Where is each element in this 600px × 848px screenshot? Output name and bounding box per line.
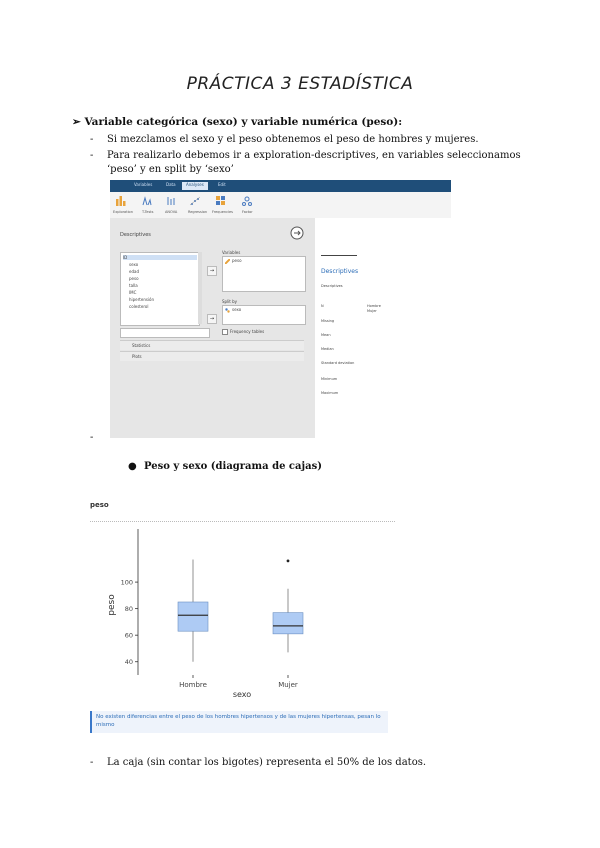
- panel-title: Descriptives: [120, 232, 151, 238]
- split-label: Split by: [222, 299, 238, 304]
- dash-marker: -: [90, 757, 94, 768]
- ribbon-label: T-Tests: [142, 210, 154, 214]
- embedded-screenshot: [110, 180, 451, 438]
- bullet-text: La caja (sin contar los bigotes) representa el 50% de los datos.: [107, 757, 427, 768]
- dot-marker: ●: [128, 461, 137, 472]
- list-item[interactable]: hipertensión: [129, 297, 155, 302]
- tab-edit[interactable]: Edit: [218, 182, 226, 187]
- checkbox[interactable]: [222, 329, 228, 335]
- list-item[interactable]: ID: [123, 255, 197, 260]
- app-toolbar: [110, 180, 451, 192]
- x-tick-label: Hombre: [179, 681, 207, 689]
- y-tick-label: 100: [120, 578, 133, 587]
- plot-divider: [90, 521, 395, 522]
- split-variable[interactable]: sexo: [232, 307, 242, 312]
- output-subtitle: Descriptives: [321, 284, 343, 288]
- dash-marker: -: [90, 134, 94, 145]
- y-tick-label: 40: [124, 658, 133, 667]
- ribbon-label: ANOVA: [165, 210, 178, 214]
- anova-icon[interactable]: [166, 196, 176, 206]
- statistics-section[interactable]: [120, 340, 304, 350]
- factor-icon[interactable]: [242, 196, 252, 206]
- options-panel: [110, 218, 315, 438]
- list-item[interactable]: edad: [129, 269, 139, 274]
- box-mujer: [273, 613, 303, 634]
- ribbon-label: Frequencies: [212, 210, 233, 214]
- output-row-label: Standard deviation: [321, 361, 355, 365]
- bullet-text: Para realizarlo debemos ir a exploration-descriptives, en variables seleccionamos ‘peso’ y en split by ‘sexo’: [107, 150, 521, 175]
- options-summary: [321, 222, 361, 258]
- regression-icon[interactable]: [190, 196, 200, 206]
- x-tick-label: Mujer: [278, 681, 298, 689]
- y-tick-label: 80: [124, 605, 133, 614]
- move-to-split-button[interactable]: →: [207, 314, 217, 324]
- output-group-label: Mujer: [367, 309, 377, 313]
- output-group-label: Hombre: [367, 304, 381, 308]
- results-panel: [315, 218, 451, 438]
- ribbon-label: Factor: [242, 210, 253, 214]
- output-row-label: Mean: [321, 333, 331, 337]
- section-heading: ➢ Variable categórica (sexo) y variable numérica (peso):: [72, 116, 403, 128]
- y-tick-label: 60: [124, 631, 133, 640]
- output-row-label: Missing: [321, 319, 335, 323]
- list-item[interactable]: talla: [129, 283, 138, 288]
- list-item[interactable]: colesterol: [129, 304, 149, 309]
- ribbon-label: Regression: [188, 210, 208, 214]
- box-hombre: [178, 602, 208, 631]
- output-row-label: N: [321, 304, 324, 308]
- conclusion-note: No existen diferencias entre el peso de los hombres hipertensos y de las mujeres hipertensas, pesan lo mismo: [90, 711, 388, 733]
- y-axis-label: peso: [107, 594, 117, 616]
- ttest-icon[interactable]: [142, 196, 152, 206]
- bullet-text: Si mezclamos el sexo y el peso obtenemos el peso de hombres y mujeres.: [107, 134, 479, 145]
- variables-source-list[interactable]: [120, 252, 200, 326]
- continuous-variable-icon: [225, 259, 230, 264]
- tab-data[interactable]: Data: [166, 182, 176, 187]
- plots-section[interactable]: [120, 351, 304, 361]
- variables-target-list[interactable]: [222, 256, 306, 292]
- boxplot-chart: [90, 525, 400, 705]
- dash-marker: -: [90, 150, 94, 161]
- output-row-label: Minimum: [321, 377, 338, 381]
- divider: [321, 255, 357, 256]
- tab-variables[interactable]: Variables: [134, 182, 153, 187]
- tab-analyses[interactable]: Analyses: [182, 182, 208, 190]
- exploration-icon[interactable]: [116, 196, 126, 206]
- dash-marker: -: [90, 432, 94, 443]
- ribbon-label: Exploration: [113, 210, 133, 214]
- scrollbar[interactable]: [198, 252, 202, 324]
- output-row-label: Median: [321, 347, 334, 351]
- y-axis: [121, 529, 138, 675]
- arrow-right-circle-icon[interactable]: [290, 226, 304, 240]
- analysis-ribbon: [110, 192, 451, 219]
- nominal-variable-icon: [225, 308, 230, 313]
- list-item[interactable]: peso: [129, 276, 139, 281]
- move-to-variables-button[interactable]: →: [207, 266, 217, 276]
- list-item[interactable]: sexo: [129, 262, 139, 267]
- section-label: Plots: [132, 354, 142, 359]
- frequencies-icon[interactable]: [216, 196, 226, 206]
- list-item[interactable]: IMC: [129, 290, 137, 295]
- x-axis: [179, 675, 298, 689]
- plot-title: peso: [90, 501, 109, 509]
- selected-variable[interactable]: peso: [232, 258, 242, 263]
- x-axis-label: sexo: [232, 690, 252, 699]
- outlier-point: [287, 559, 290, 562]
- output-title: Descriptives: [321, 268, 359, 275]
- sub-bullet-text: Peso y sexo (diagrama de cajas): [144, 461, 322, 472]
- analysis-select[interactable]: [120, 328, 210, 338]
- split-by-list[interactable]: [222, 305, 306, 325]
- output-row-label: Maximum: [321, 391, 339, 395]
- variables-label: Variables: [222, 250, 241, 255]
- frequency-tables-label: Frequency tables: [230, 329, 265, 334]
- document-title: PRÁCTICA 3 ESTADÍSTICA: [186, 74, 414, 94]
- box-series: [178, 559, 303, 661]
- section-label: Statistics: [132, 343, 151, 348]
